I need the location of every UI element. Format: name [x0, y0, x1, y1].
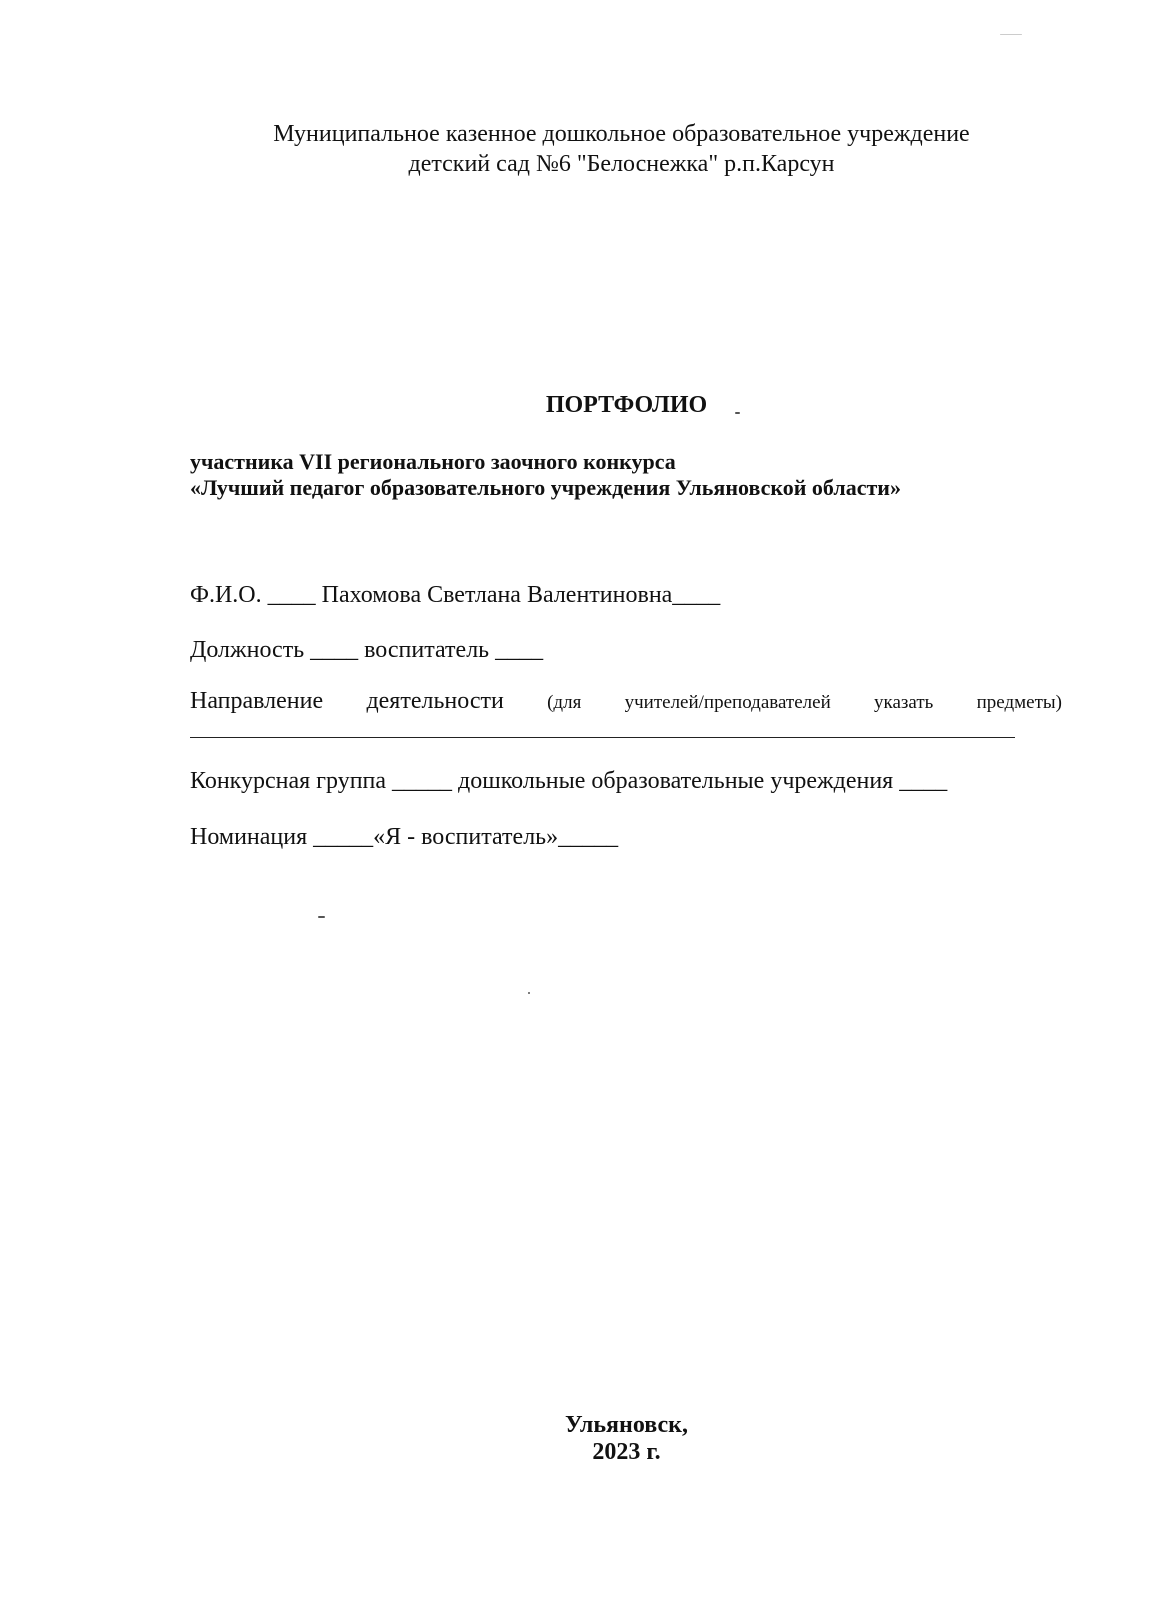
footer-year: 2023 г.	[592, 1439, 661, 1465]
direction-note-4: предметы)	[976, 692, 1062, 713]
direction-label-word-1: Направление	[190, 688, 324, 714]
direction-note-1: (для	[547, 692, 582, 713]
subtitle-line-2: «Лучший педагог образовательного учреждения Ульяновской области»	[190, 475, 901, 500]
direction-label-word-2: деятельности	[366, 688, 504, 714]
position-field: Должность ____ воспитатель ____	[190, 637, 544, 663]
direction-blank-line	[190, 737, 1015, 738]
contest-group-field: Конкурсная группа _____ дошкольные образовательные учреждения ____	[190, 768, 948, 794]
scan-speck	[1000, 34, 1022, 35]
scan-speck	[735, 412, 740, 414]
nomination-field: Номинация _____«Я - воспитатель»_____	[190, 824, 619, 850]
scan-speck	[528, 992, 530, 994]
scan-speck	[318, 916, 325, 918]
fio-field: Ф.И.О. ____ Пахомова Светлана Валентиновна____	[190, 582, 721, 608]
direction-note-2: учителей/преподавателей	[624, 692, 831, 713]
document-title: ПОРТФОЛИО	[545, 392, 708, 418]
direction-note-3: указать	[874, 692, 934, 713]
organization-name-line-1: Муниципальное казенное дошкольное образовательное учреждение	[273, 121, 970, 147]
direction-field	[190, 686, 1062, 718]
subtitle-line-1: участника VII регионального заочного конкурса	[190, 449, 676, 474]
organization-name-line-2: детский сад №6 "Белоснежка" р.п.Карсун	[408, 151, 835, 177]
footer-city: Ульяновск,	[564, 1412, 688, 1438]
